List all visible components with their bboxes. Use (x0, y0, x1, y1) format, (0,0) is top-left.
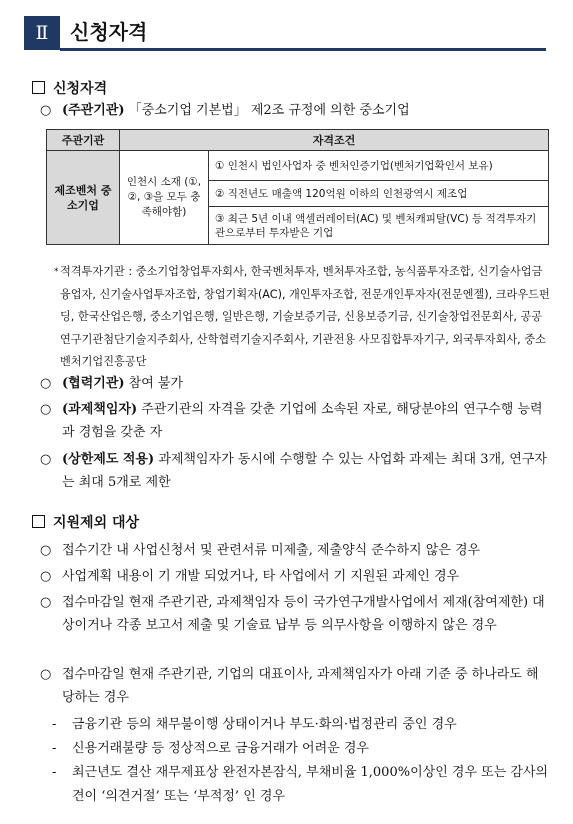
item-text: 과제책임자가 동시에 수행할 수 있는 사업화 과제는 최대 3개, 연구자는 최대 5개로 제한 (62, 452, 547, 490)
table-header-condition: 자격조건 (120, 130, 549, 151)
list-item (40, 398, 550, 444)
sub-list-item (52, 761, 552, 809)
list-item (40, 372, 550, 395)
circle-bullet-icon: ○ (40, 569, 52, 584)
table-org-cell: 제조벤처 중소기업 (47, 151, 120, 245)
circle-bullet-icon: ○ (40, 543, 52, 558)
section1-title: 신청자격 (53, 81, 108, 97)
sub-item-text: 최근년도 결산 재무제표상 완전자본잠식, 부채비율 1,000%이상인 경우 또는 감사의견이 ‘의견거절’ 또는 ‘부적정’ 인 경우 (72, 765, 549, 804)
item-text: 접수마감일 현재 주관기관, 기업의 대표이사, 과제책임자가 아래 기준 중 하나라도 해당하는 경우 (62, 667, 539, 705)
item-text: 사업계획 내용이 기 개발 되었거나, 타 사업에서 기 지원된 과제인 경우 (62, 569, 460, 584)
dash-bullet: - (52, 741, 57, 756)
intro-item (40, 99, 550, 122)
sub-list-item (52, 713, 552, 737)
footnote-mark: * (54, 267, 59, 277)
list-item (40, 539, 550, 562)
section-number: Ⅱ (24, 16, 60, 50)
list-item (40, 448, 550, 494)
table-criterion-1: ① 인천시 법인사업자 중 벤처인증기업(벤처기업확인서 보유) (209, 151, 549, 181)
title-underline (60, 48, 546, 51)
page-title: 신청자격 (70, 20, 148, 44)
checkbox-square-icon (32, 81, 45, 94)
list-item (40, 663, 550, 709)
checkbox-square-icon (32, 515, 45, 528)
table-header-org: 주관기관 (47, 130, 120, 151)
intro-label: (주관기관) (62, 103, 125, 118)
list-item (40, 591, 550, 637)
circle-bullet-icon: ○ (40, 452, 52, 467)
sub-list-item (52, 737, 552, 761)
item-text: 주관기관의 자격을 갖춘 기업에 소속된 자로, 해당분야의 연구수행 능력과 경험을 갖춘 자 (62, 402, 543, 440)
item-label: (협력기관) (62, 376, 125, 391)
section-header (24, 16, 546, 52)
item-text: 접수기간 내 사업신청서 및 관련서류 미제출, 제출양식 준수하지 않은 경우 (62, 543, 481, 558)
sub-item-text: 금융기관 등의 채무불이행 상태이거나 부도·화의·법정관리 중인 경우 (72, 717, 457, 732)
circle-bullet-icon: ○ (40, 402, 52, 417)
item-text: 참여 불가 (124, 376, 184, 391)
circle-bullet-icon: ○ (40, 595, 52, 610)
circle-bullet-icon: ○ (40, 376, 52, 391)
section2-title: 지원제외 대상 (53, 515, 140, 531)
circle-bullet-icon: ○ (40, 667, 52, 682)
eligibility-table (46, 129, 549, 245)
dash-bullet: - (52, 765, 57, 780)
table-criterion-3: ③ 최근 5년 이내 액셀러레이터(AC) 및 벤처캐피탈(VC) 등 적격투자기관으로부터 투자받은 기업 (209, 207, 549, 245)
investor-footnote (54, 261, 550, 374)
dash-bullet: - (52, 717, 57, 732)
footnote-text: 적격투자기관 : 중소기업창업투자회사, 한국벤처투자, 벤처투자조합, 농식품투자조합, 신기술사업금융업자, 신기술사업투자조합, 창업기획자(AC), 개인투자조합, 전문개인투자자(전문엔젤), 크라우드펀딩, 한국산업은행, 중소기업은행, 일반은행, 기술보증기금, 신용보증기금, 신기술창업전문회사, 공공연구기관첨단기술지주회사, 산학협력기술지주회사, 기관전용 사모집합투자기구, 외국투자회사, 중소벤처기업진흥공단 (60, 265, 550, 368)
table-criterion-2: ② 직전년도 매출액 120억원 이하의 인천광역시 제조업 (209, 181, 549, 207)
sub-item-text: 신용거래불량 등 정상적으로 금융거래가 어려운 경우 (72, 741, 369, 756)
table-condition-cell: 인천시 소재 (①, ②, ③을 모두 충족해야함) (120, 151, 209, 245)
list-item (40, 565, 550, 588)
item-label: (과제책임자) (62, 402, 138, 417)
section2-heading (32, 514, 139, 532)
item-label: (상한제도 적용) (62, 452, 155, 467)
intro-text: 「중소기업 기본법」 제2조 규정에 의한 중소기업 (124, 103, 410, 118)
section1-heading (32, 80, 107, 98)
circle-bullet-icon: ○ (40, 103, 52, 118)
item-text: 접수마감일 현재 주관기관, 과제책임자 등이 국가연구개발사업에서 제재(참여제한) 대상이거나 각종 보고서 제출 및 기술료 납부 등 의무사항을 이행하지 않은 경우 (62, 595, 545, 633)
